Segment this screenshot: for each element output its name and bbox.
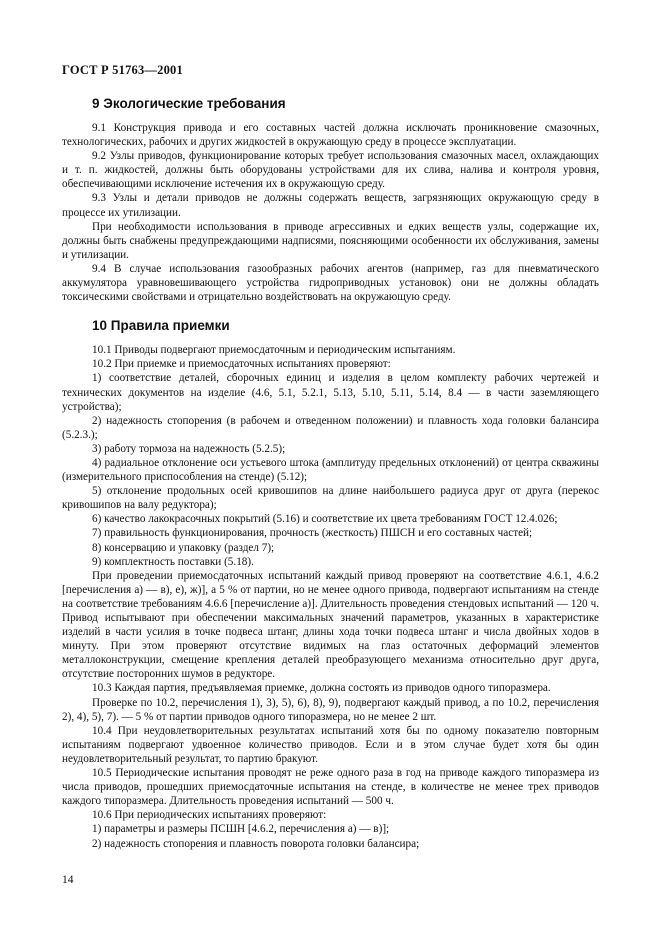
list-item-10-2-2: 2) надежность стопорения (в рабочем и отведенном положении) и плавность хода головки балансира (5.2.3.); <box>62 414 599 441</box>
list-item-10-2-3: 3) работу тормоза на надежность (5.2.5); <box>92 442 286 455</box>
section-9-title: 9 Экологические требования <box>92 96 286 111</box>
paragraph-10-2: 10.2 При приемке и приемосдаточных испытаниях проверяют: <box>92 358 391 371</box>
list-item-10-2-8: 8) консервацию и упаковку (раздел 7); <box>92 541 275 554</box>
page-number: 14 <box>62 874 74 886</box>
paragraph-10-3: 10.3 Каждая партия, предъявляемая приемке, должна состоять из приводов одного типоразмера. <box>92 682 551 695</box>
list-item-10-2-5: 5) отклонение продольных осей кривошипов на длине наибольшего радиуса друг от друга (перекос кривошипов на валу редуктора); <box>62 485 599 512</box>
list-item-10-2-6: 6) качество лакокрасочных покрытий (5.16) и соответствие их цвета требованиям ГОСТ 12.4.026; <box>92 513 558 526</box>
paragraph-10-1: 10.1 Приводы подвергают приемосдаточным и периодическим испытаниям. <box>92 344 456 357</box>
paragraph-10-3-check: Проверке по 10.2, перечисления 1), 3), 5), 6), 8), 9), подвергают каждый привод, а по 10.2, перечисления 2), 4), 5), 7). — 5 % от партии приводов одного типоразмера, но не менее 2 шт. <box>62 696 599 723</box>
list-item-10-6-2: 2) надежность стопорения и плавность поворота головки балансира; <box>92 837 420 850</box>
paragraph-9-4: 9.4 В случае использования газообразных рабочих агентов (например, газ для пневматического аккумулятора уравновешивающего устройства гидроприводных установок) они не должны обладать токсическими свойствами и отрицательно воздействовать на окружающую среду. <box>62 262 599 304</box>
paragraph-10-5: 10.5 Периодические испытания проводят не реже одного раза в год на приводе каждого типоразмера из числа приводов, прошедших приемосдаточные испытания на стенде, в количестве не менее трех приводов каждого типоразмера. Длительность проведения испытаний — 500 ч. <box>62 767 599 808</box>
paragraph-9-3-note: При необходимости использования в приводе агрессивных и едких веществ узлы, содержащие их, должны быть снабжены предупреждающими надписями, поясняющими особенности их обслуживания, замены и утилизации. <box>62 220 599 261</box>
list-item-10-6-1: 1) параметры и размеры ПСШН [4.6.2, перечисления а) — в)]; <box>92 823 390 836</box>
section-10-title: 10 Правила приемки <box>92 318 230 334</box>
list-item-10-2-7: 7) правильность функционирования, прочность (жесткость) ПШСН и его составных частей; <box>92 527 533 540</box>
list-item-10-2-1: 1) соответствие деталей, сборочных единиц и изделия в целом комплекту рабочих чертежей и технических документов на изделие (4.6, 5.1, 5.2.1, 5.13, 5.10, 5.11, 5.14, 8.4 — в части заземляющего устройства); <box>62 372 599 413</box>
paragraph-10-2-tests: При проведении приемосдаточных испытаний каждый привод проверяют на соответствие 4.6.1, 4.6.2 [перечисления а) — в), е), ж)], а 5 % от партии, но не менее одного привода, подвергают испытаниям на стенде на соответствие требованиям 4.6.6 [перечисление а)]. Длительность проведения стендовых испытаний — 120 ч. Привод испытывают при обеспечении максимальных значений параметров, указанных в характеристике изделий в части усилия в точке подвеса штанг, длины хода точки подвеса штанг и числа двойных ходов в минуту. При этом проверяют отсутствие видимых на глаз остаточных деформаций элементов металлоконструкции, смещение крепления деталей преобразующего механизма относительно друг друга, отсутствие посторонних шумов в редукторе. <box>62 569 599 681</box>
paragraph-9-1: 9.1 Конструкция привода и его составных частей должна исключать проникновение смазочных, технологических, рабочих и других жидкостей в окружающую среду в процессе эксплуатации. <box>62 122 599 149</box>
paragraph-10-6: 10.6 При периодических испытаниях проверяют: <box>92 809 327 822</box>
page-content <box>62 96 599 851</box>
paragraph-9-2: 9.2 Узлы приводов, функционирование которых требует использования смазочных масел, охлаждающих и т. п. жидкостей, должны быть оборудованы устройствами для их слива, налива и контроля уровня, обеспечивающими исключение истечения их в окружающую среду. <box>62 150 599 191</box>
paragraph-10-4: 10.4 При неудовлетворительных результатах испытаний хотя бы по одному показателю повторным испытаниям подвергают удвоенное количество приводов. Если и в этом случае будет хотя бы один неудовлетворительный результат, то партию бракуют. <box>62 724 599 765</box>
paragraph-9-3: 9.3 Узлы и детали приводов не должны содержать веществ, загрязняющих окружающую среду в процессе их утилизации. <box>62 192 599 219</box>
list-item-10-2-4: 4) радиальное отклонение оси устьевого штока (амплитуду предельных отклонений) от центра скважины (измерительного приспособления на стенде) (5.12); <box>62 456 599 484</box>
list-item-10-2-9: 9) комплектность поставки (5.18). <box>92 555 254 568</box>
document-id: ГОСТ Р 51763—2001 <box>62 63 183 77</box>
